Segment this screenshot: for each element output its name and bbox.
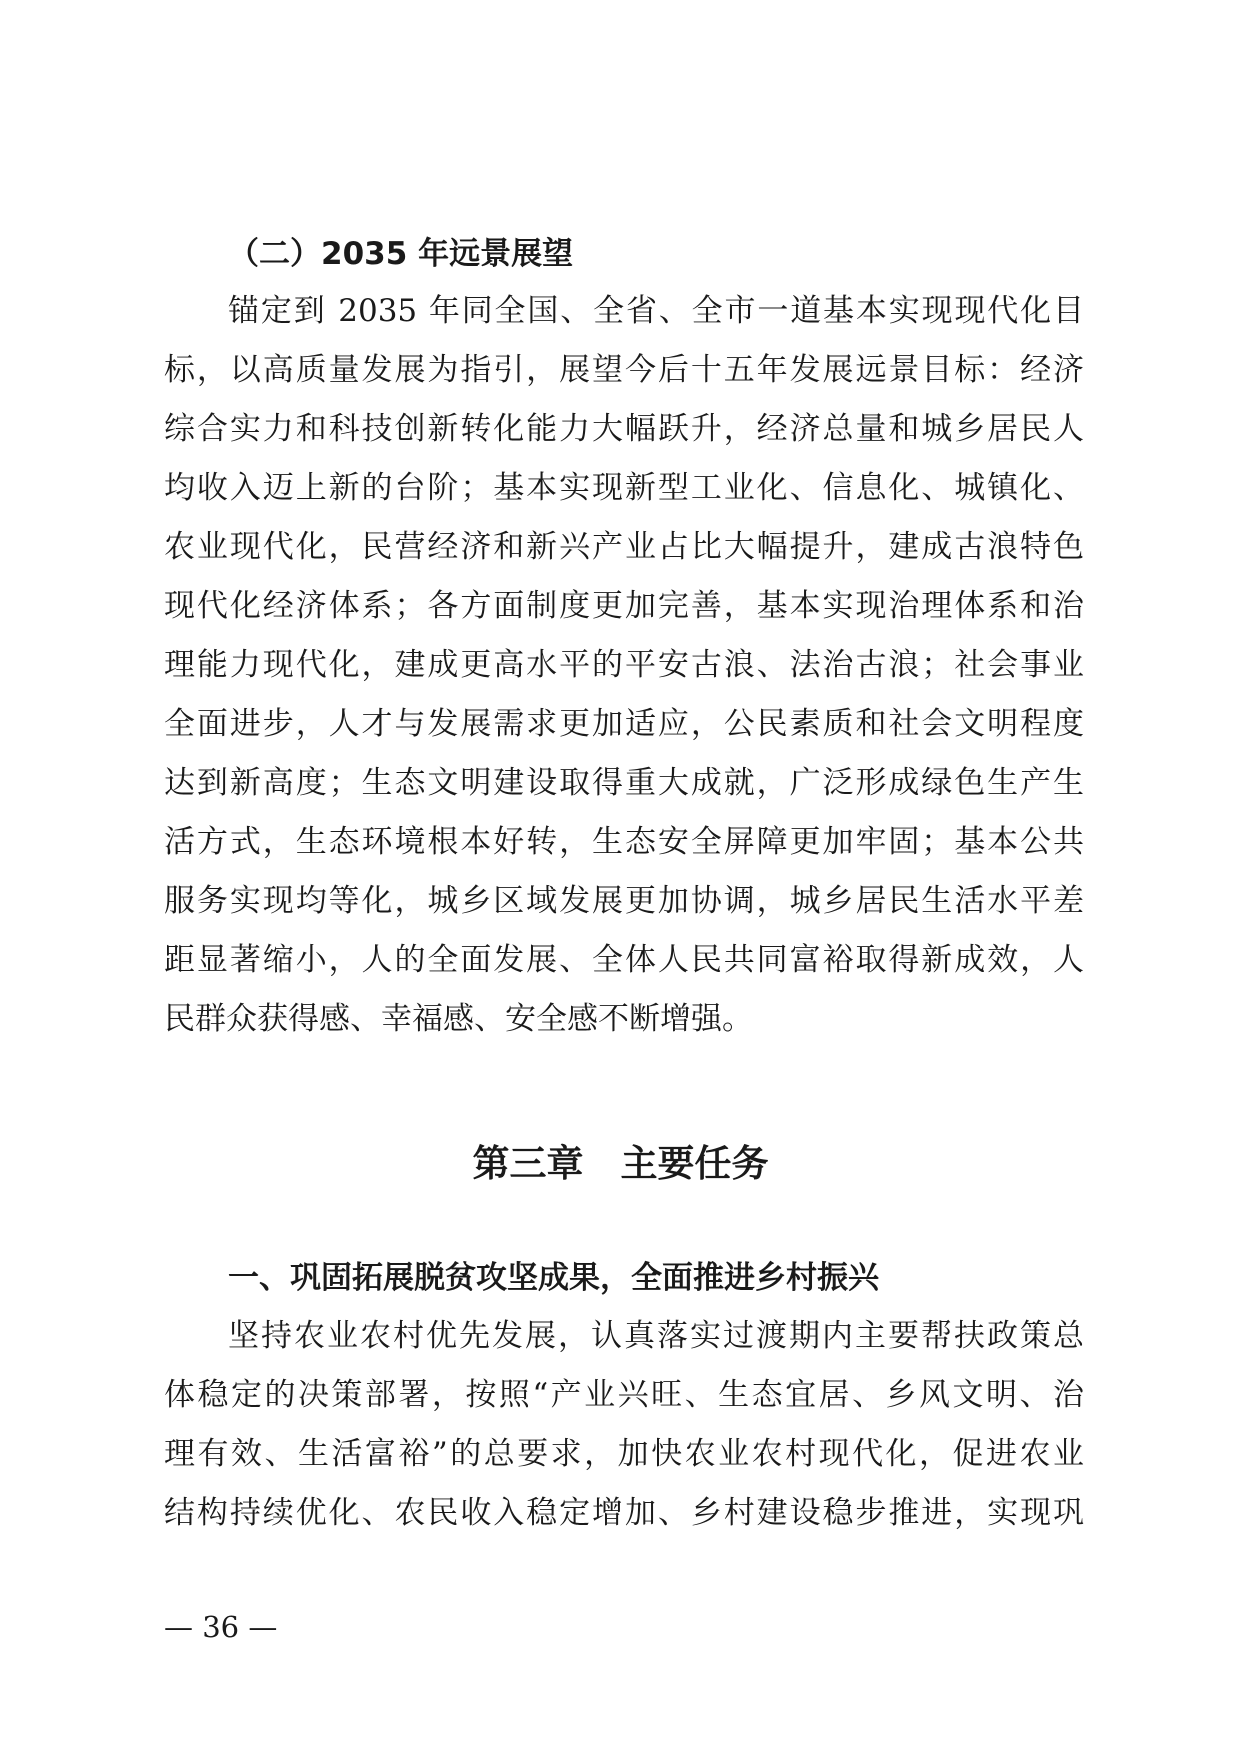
paragraph-line: 结构持续优化、农民收入稳定增加、乡村建设稳步推进，实现巩 <box>164 1495 1084 1531</box>
paragraph-line: 达到新高度；生态文明建设取得重大成就，广泛形成绿色生产生 <box>164 765 1084 801</box>
paragraph-line: 标，以高质量发展为指引，展望今后十五年发展远景目标：经济 <box>164 352 1084 388</box>
paragraph-line: 全面进步，人才与发展需求更加适应，公民素质和社会文明程度 <box>164 706 1084 742</box>
paragraph-line: 理能力现代化，建成更高水平的平安古浪、法治古浪；社会事业 <box>164 647 1084 683</box>
paragraph-line: 均收入迈上新的台阶；基本实现新型工业化、信息化、城镇化、 <box>164 470 1084 506</box>
paragraph-line: 锚定到 2035 年同全国、全省、全市一道基本实现现代化目 <box>228 293 1084 329</box>
paragraph-line: 坚持农业农村优先发展，认真落实过渡期内主要帮扶政策总 <box>228 1318 1084 1354</box>
paragraph-line: 服务实现均等化，城乡区域发展更加协调，城乡居民生活水平差 <box>164 883 1084 919</box>
paragraph-line: 体稳定的决策部署，按照“产业兴旺、生态宜居、乡风文明、治 <box>164 1377 1084 1413</box>
subsection-heading: （二）2035 年远景展望 <box>228 236 574 272</box>
paragraph-line: 距显著缩小，人的全面发展、全体人民共同富裕取得新成效，人 <box>164 942 1084 978</box>
paragraph-line: 活方式，生态环境根本好转，生态安全屏障更加牢固；基本公共 <box>164 824 1084 860</box>
paragraph-line: 综合实力和科技创新转化能力大幅跃升，经济总量和城乡居民人 <box>164 411 1084 447</box>
paragraph-line: 理有效、生活富裕”的总要求，加快农业农村现代化，促进农业 <box>164 1436 1084 1472</box>
paragraph-line: 民群众获得感、幸福感、安全感不断增强。 <box>164 1001 753 1037</box>
paragraph-line: 现代化经济体系；各方面制度更加完善，基本实现治理体系和治 <box>164 588 1084 624</box>
section-heading: 一、巩固拓展脱贫攻坚成果，全面推进乡村振兴 <box>228 1260 879 1296</box>
paragraph-line: 农业现代化，民营经济和新兴产业占比大幅提升，建成古浪特色 <box>164 529 1084 565</box>
chapter-title: 第三章 主要任务 <box>472 1141 769 1185</box>
page-number: — 36 — <box>164 1610 278 1644</box>
